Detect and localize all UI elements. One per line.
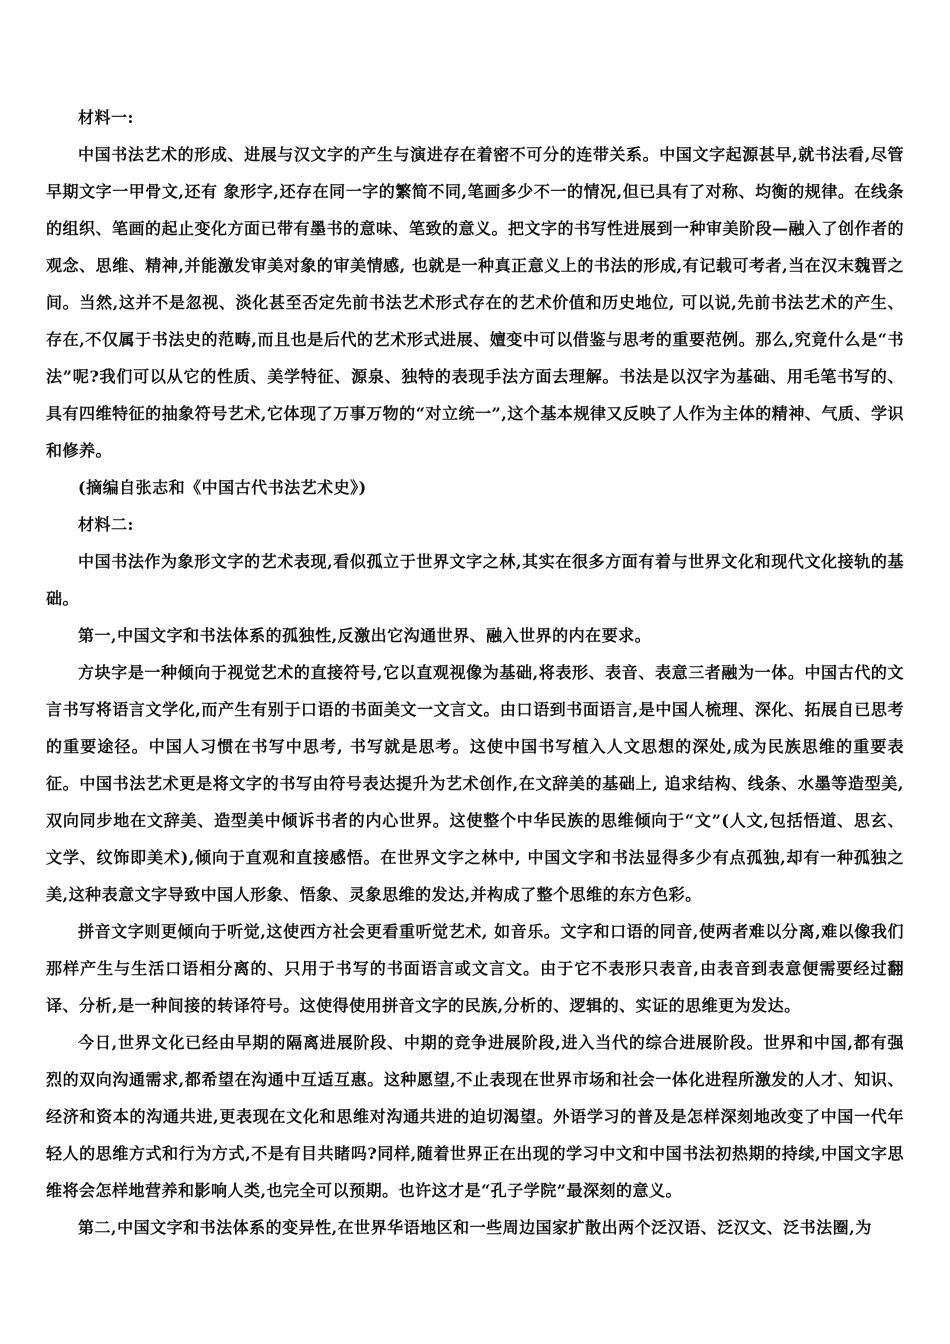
heading-material-two: 材料二: bbox=[78, 515, 134, 534]
paragraph-world-culture: 今日,世界文化已经由早期的隔离进展阶段、中期的竞争进展阶段,进入当代的综合进展阶段。世界和中国,都有强烈的双向沟通需求,都希望在沟通中互适互惠。这种愿望,不止表现在世界市场和社会一体化进程所激发的人才、知识、经济和资本的沟通共进,更表现在文化和思维对沟通共进的迫切渴望。外语学习的普及是怎样深刻地改变了中国一代年轻人的思维方式和行为方式,不是有目共睹吗?同样,随着世界正在出现的学习中文和中国书法初热期的持续,中国文字思维将会怎样地营养和影响人类,也完全可以预期。也许这才是“孔子学院”最深刻的意义。 bbox=[46, 1033, 904, 1200]
citation: (摘编自张志和《中国古代书法艺术史》) bbox=[78, 478, 367, 497]
paragraph-point-two: 第二,中国文字和书法体系的变异性,在世界华语地区和一些周边国家扩散出两个泛汉语、泛汉文、泛书法圈,为 bbox=[78, 1218, 872, 1237]
paragraph-phonetic-writing: 拼音文字则更倾向于听觉,这使西方社会更看重听觉艺术, 如音乐。文字和口语的同音,使两者难以分离,难以像我们那样产生与生活口语相分离的、只用于书写的书面语言或文言文。由于它不表形只表音,由表音到表意便需要经过翻译、分析,是一种间接的转译符号。这使得使用拼音文字的民族,分析的、逻辑的、实证的思维更为发达。 bbox=[46, 922, 904, 1015]
paragraph-intro: 中国书法作为象形文字的艺术表现,看似孤立于世界文字之林,其实在很多方面有着与世界文化和现代文化接轨的基础。 bbox=[46, 552, 904, 608]
paragraph-square-characters: 方块字是一种倾向于视觉艺术的直接符号,它以直观视像为基础,将表形、表音、表意三者融为一体。中国古代的文言书写将语言文学化,而产生有别于口语的书面美文一文言文。由口语到书面语言,是中国人梳理、深化、拓展自已思考的重要途径。中国人习惯在书写中思考, 书写就是思考。这使中国书写植入人文思想的深处,成为民族思维的重要表征。中国书法艺术更是将文字的书写由符号表达提升为艺术创作,在文辞美的基础上, 追求结构、线条、水墨等造型美,双向同步地在文辞美、造型美中倾诉书者的内心世界。这使整个中华民族的思维倾向于“文”(人文,包括悟道、思玄、文学、纹饰即美术),倾向于直观和直接感悟。在世界文字之林中, 中国文字和书法显得多少有点孤独,却有一种孤独之美,这种表意文字导致中国人形象、悟象、灵象思维的发达,并构成了整个思维的东方色彩。 bbox=[46, 663, 904, 904]
heading-material-one: 材料一: bbox=[78, 108, 134, 127]
document-body bbox=[46, 99, 904, 1246]
paragraph-calligraphy-origin: 中国书法艺术的形成、进展与汉文字的产生与演进存在着密不可分的连带关系。中国文字起源甚早,就书法看,尽管早期文字一甲骨文,还有 象形字,还存在同一字的繁简不同,笔画多少不一的情况,但已具有了对称、均衡的规律。在线条的组织、笔画的起止变化方面已带有墨书的意味、笔致的意义。把文字的书写性进展到一种审美阶段—融入了创作者的观念、思维、精神,并能激发审美对象的审美情感, 也就是一种真正意义上的书法的形成,有记载可考者,当在汉末魏晋之间。当然,这并不是忽视、淡化甚至否定先前书法艺术形式存在的艺术价值和历史地位, 可以说,先前书法艺术的产生、存在,不仅属于书法史的范畴,而且也是后代的艺术形式进展、嬗变中可以借鉴与思考的重要范例。那么,究竟什么是“书法”呢?我们可以从它的性质、美学特征、源泉、独特的表现手法方面去理解。书法是以汉字为基础、用毛笔书写的、具有四维特征的抽象符号艺术,它体现了万事万物的“对立统一”,这个基本规律又反映了人作为主体的精神、气质、学识和修养。 bbox=[46, 145, 905, 460]
paragraph-point-one: 第一,中国文字和书法体系的孤独性,反激出它沟通世界、融入世界的内在要求。 bbox=[78, 626, 652, 645]
